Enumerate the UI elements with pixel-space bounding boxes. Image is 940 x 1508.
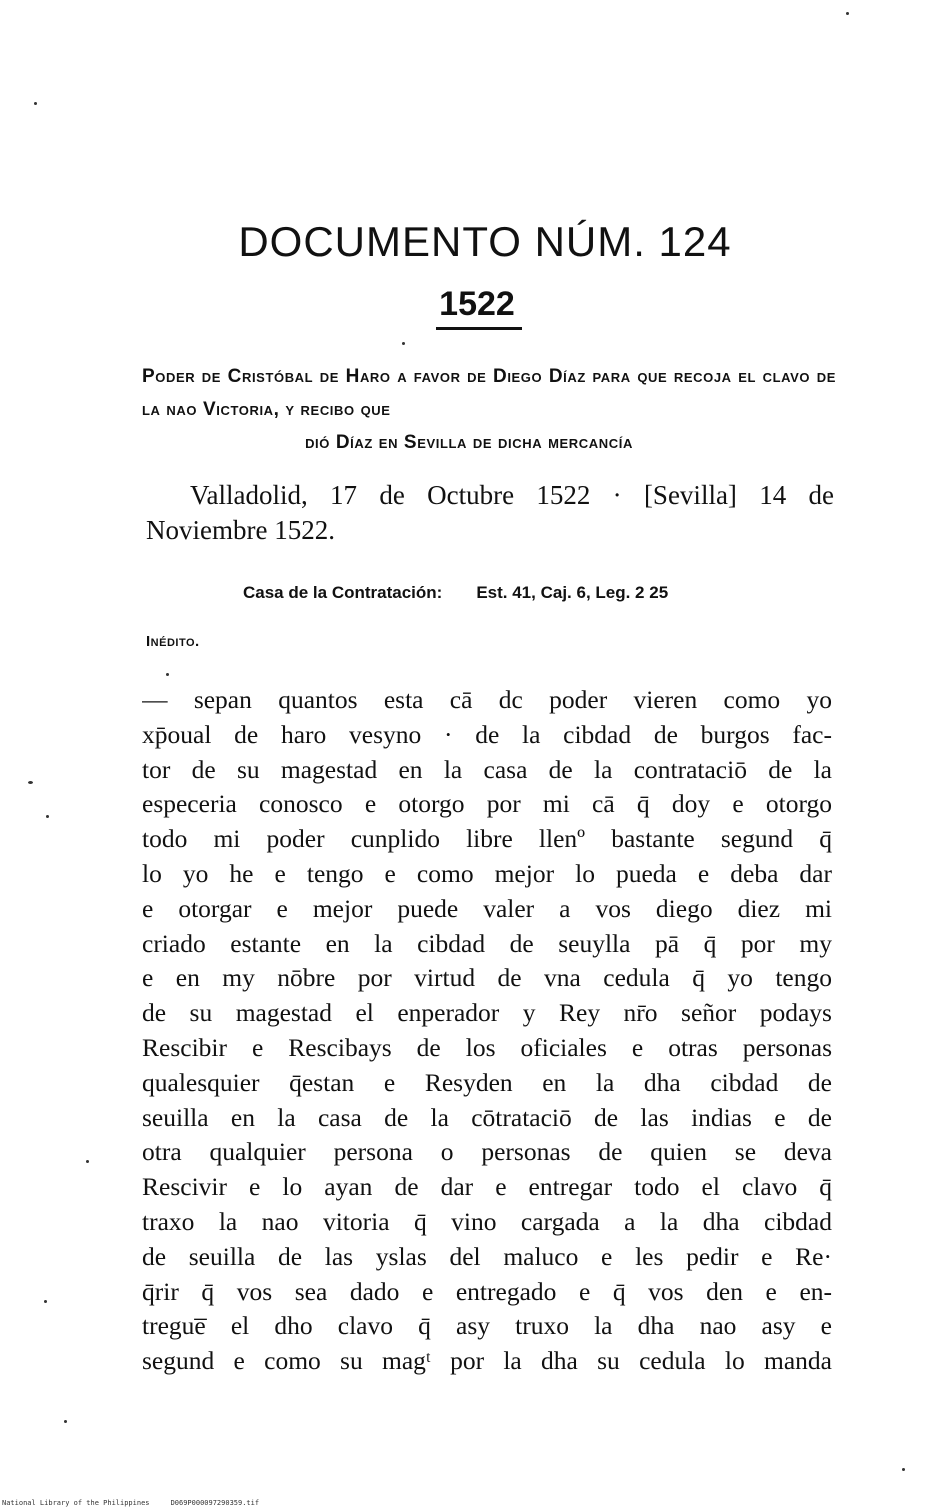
- body-line: traxo la nao vitoria q̄ vino cargada a la dha cibdad: [142, 1206, 832, 1236]
- scan-speck: [166, 673, 169, 676]
- body-line: segund e como su magᵗ por la dha su cedula lo manda: [142, 1346, 832, 1376]
- body-line: lo yo he e tengo e como mejor lo pueda e deba dar: [142, 858, 832, 888]
- scan-speck: [64, 1420, 67, 1423]
- summary-line: Poder de Cristóbal de Haro a favor de Diego Díaz para: [142, 366, 631, 387]
- summary-line: dió Díaz en Sevilla de dicha mercancía: [305, 432, 633, 453]
- summary-line: que recoja el clavo de la nao Victoria, y recibo que: [142, 366, 836, 420]
- body-line: Rescibir e Rescibays de los oficiales e otras personas: [142, 1032, 832, 1062]
- dateline: Valladolid, 17 de Octubre 1522 · [Sevilla] 14 de Noviembre 1522.: [146, 480, 834, 545]
- archive-source: Casa de la Contratación:: [243, 583, 443, 602]
- archive-reference: [243, 583, 668, 603]
- body-line: de seuilla de las yslas del maluco e les pedir e Re·: [142, 1241, 832, 1271]
- scan-speck: [86, 1160, 89, 1163]
- scan-speck: [846, 12, 849, 15]
- body-line: seuilla en la casa de la cōtrataciō de las indias e de: [142, 1102, 832, 1132]
- document-year: 1522: [439, 285, 515, 323]
- scan-footer: National Library of the Philippines D069P000097290359.tif: [2, 1499, 260, 1507]
- body-line: otra qualquier persona o personas de quien se deva: [142, 1137, 832, 1167]
- year-underline: [436, 327, 522, 330]
- scan-speck: [44, 1300, 47, 1303]
- publication-status: Inédito.: [146, 633, 200, 650]
- scan-speck: [46, 815, 49, 818]
- body-line: e otorgar e mejor puede valer a vos diego diez mi: [142, 893, 832, 923]
- scan-speck: [34, 102, 37, 105]
- document-title: DOCUMENTO NÚM. 124: [238, 218, 732, 265]
- body-line: criado estante en la cibdad de seuylla pā q̄ por my: [142, 928, 832, 958]
- body-line: qualesquier q̄estan e Resyden en la dha cibdad de: [142, 1067, 832, 1097]
- archive-ref: Est. 41, Caj. 6, Leg. 2 25: [476, 583, 669, 602]
- body-line: e en my nōbre por virtud de vna cedula q̄ yo tengo: [142, 963, 832, 993]
- body-line: especeria conosco e otorgo por mi cā q̄ doy e otorgo: [142, 789, 832, 819]
- document-body: [142, 683, 832, 1379]
- scan-speck: [402, 342, 405, 345]
- body-line: tor de su magestad en la casa de la contrataciō de la: [142, 754, 832, 784]
- document-summary: [142, 360, 836, 459]
- scan-speck: [902, 1468, 905, 1471]
- scan-speck: [28, 781, 33, 784]
- body-line: — sepan quantos esta cā dc poder vieren como yo: [142, 685, 832, 714]
- body-line: Rescivir e lo ayan de dar e entregar todo el clavo q̄: [142, 1172, 832, 1202]
- body-line: xp̄oual de haro vesyno · de la cibdad de burgos fac-: [142, 719, 832, 749]
- body-line: tregue̅ el dho clavo q̄ asy truxo la dha nao asy e: [142, 1311, 832, 1341]
- body-line: de su magestad el enperador y Rey nr̄o señor podays: [142, 998, 832, 1028]
- body-line: q̄rir q̄ vos sea dado e entregado e q̄ vos den e en-: [142, 1276, 832, 1306]
- body-line: todo mi poder cunplido libre llenº bastante segund q̄: [142, 824, 832, 854]
